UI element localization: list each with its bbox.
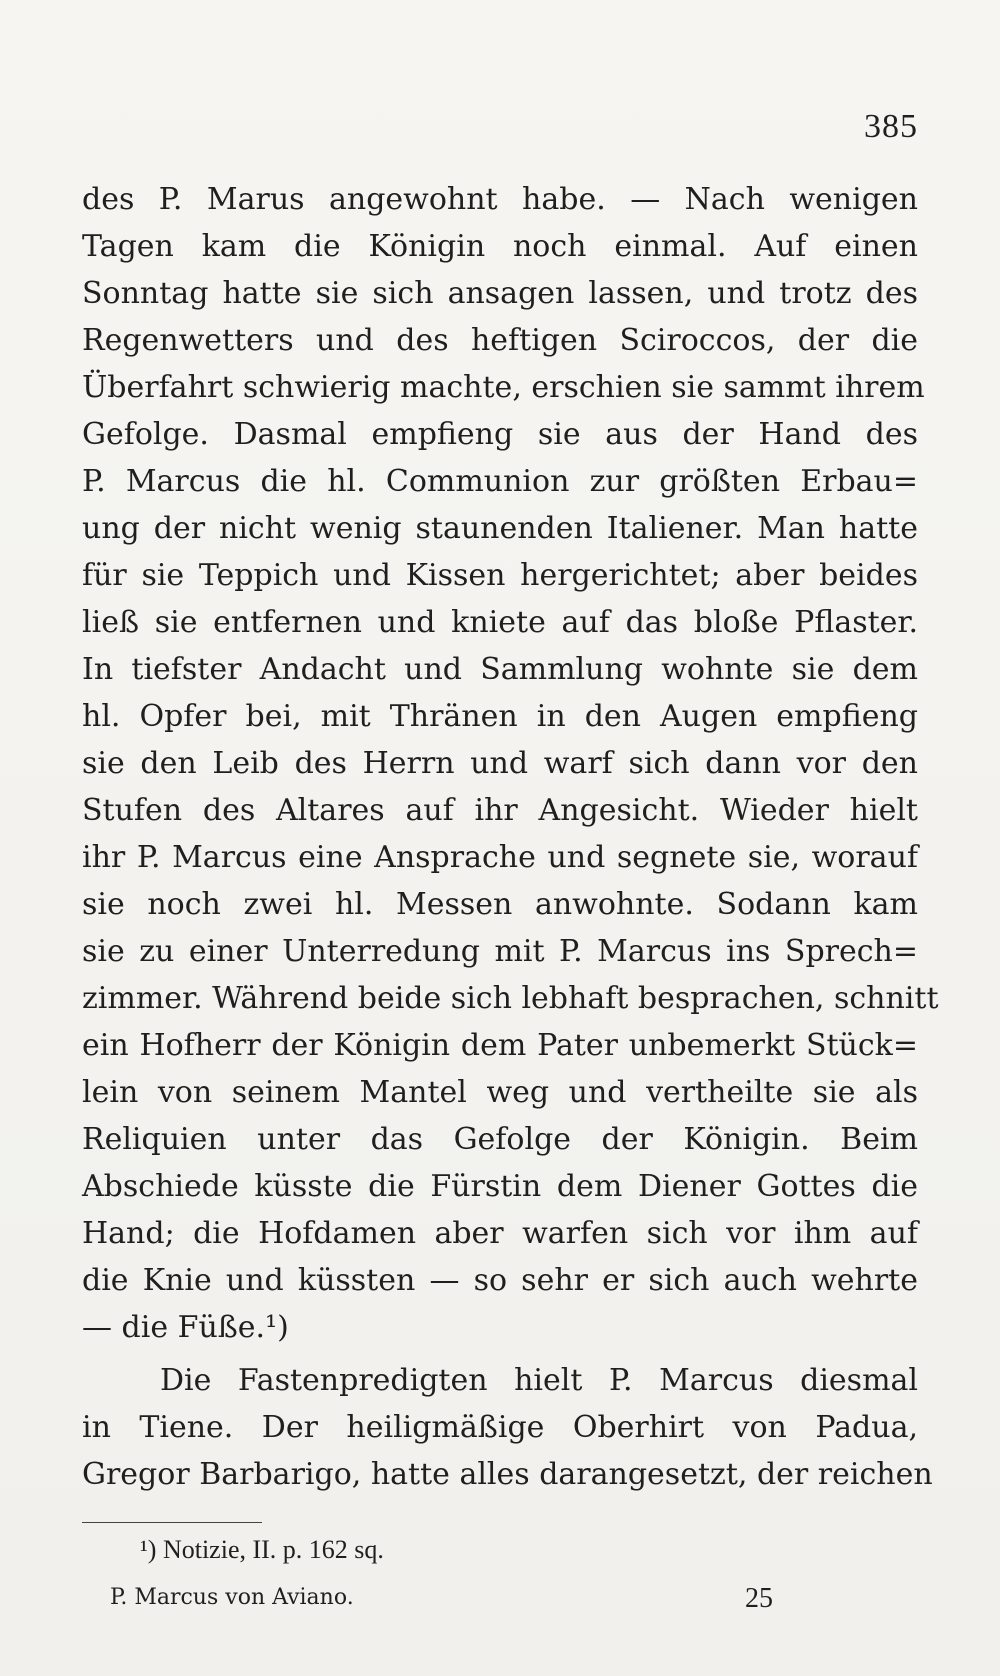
text-line: die Knie und küssten — so sehr er sich auch wehrte bbox=[82, 1263, 918, 1298]
footnote: ¹) Notizie, II. p. 162 sq. bbox=[140, 1535, 384, 1564]
paragraph-2 bbox=[82, 1357, 933, 1498]
text-line: sie den Leib des Herrn und warf sich dann vor den bbox=[82, 746, 918, 781]
text-line: Regenwetters und des heftigen Sciroccos, der die bbox=[82, 323, 918, 358]
text-line: sie noch zwei hl. Messen anwohnte. Sodann kam bbox=[82, 887, 918, 922]
text-line: In tiefster Andacht und Sammlung wohnte sie dem bbox=[82, 652, 918, 687]
text-line: des P. Marus angewohnt habe. — Nach wenigen bbox=[82, 182, 918, 217]
text-line: hl. Opfer bei, mit Thränen in den Augen empfieng bbox=[82, 699, 918, 734]
text-line: Reliquien unter das Gefolge der Königin. Beim bbox=[82, 1122, 918, 1157]
text-line: ließ sie entfernen und kniete auf das bloße Pflaster. bbox=[82, 605, 918, 640]
text-line: für sie Teppich und Kissen hergerichtet; aber beides bbox=[82, 558, 918, 593]
text-line: Die Fastenpredigten hielt P. Marcus diesmal bbox=[160, 1363, 918, 1398]
footnote-divider bbox=[82, 1522, 262, 1523]
main-text bbox=[82, 176, 939, 1498]
text-line: Gefolge. Dasmal empfieng sie aus der Hand des bbox=[82, 417, 918, 452]
text-line: — die Füße.¹) bbox=[82, 1310, 289, 1345]
text-line: ung der nicht wenig staunenden Italiener. Man hatte bbox=[82, 511, 918, 546]
text-line: Abschiede küsste die Fürstin dem Diener Gottes die bbox=[82, 1169, 918, 1204]
page-number: 385 bbox=[864, 108, 918, 145]
text-line: Überfahrt schwierig machte, erschien sie sammt ihrem bbox=[82, 370, 925, 405]
text-line: Stufen des Altares auf ihr Angesicht. Wieder hielt bbox=[82, 793, 918, 828]
text-line: lein von seinem Mantel weg und vertheilte sie als bbox=[82, 1075, 918, 1110]
text-line: sie zu einer Unterredung mit P. Marcus ins Sprech= bbox=[82, 934, 918, 969]
text-line: in Tiene. Der heiligmäßige Oberhirt von Padua, bbox=[82, 1410, 918, 1445]
text-line: Hand; die Hofdamen aber warfen sich vor ihm auf bbox=[82, 1216, 918, 1251]
text-line: ein Hofherr der Königin dem Pater unbemerkt Stück= bbox=[82, 1028, 918, 1063]
text-line: Gregor Barbarigo, hatte alles darangesetzt, der reichen bbox=[82, 1457, 933, 1492]
text-line: Sonntag hatte sie sich ansagen lassen, und trotz des bbox=[82, 276, 918, 311]
paragraph-1 bbox=[82, 176, 939, 1351]
text-line: zimmer. Während beide sich lebhaft besprachen, schnitt bbox=[82, 981, 939, 1016]
sheet-number: 25 bbox=[745, 1583, 773, 1614]
text-line: ihr P. Marcus eine Ansprache und segnete sie, worauf bbox=[82, 840, 918, 875]
text-line: P. Marcus die hl. Communion zur größten Erbau= bbox=[82, 464, 918, 499]
running-footer-title: P. Marcus von Aviano. bbox=[110, 1585, 354, 1610]
text-line: Tagen kam die Königin noch einmal. Auf einen bbox=[82, 229, 918, 264]
